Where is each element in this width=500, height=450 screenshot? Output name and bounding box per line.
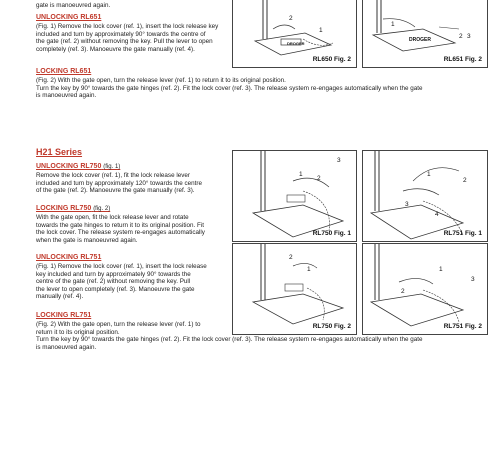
figure-caption: RL750 Fig. 2 — [312, 323, 351, 330]
locking-rl750-text: With the gate open, fit the lock release lever and rotate towards the gate hinges to return it to its original position. Fit the lock cover. The release system re-engages automatically when the gate is manoeuvred again. — [36, 214, 205, 244]
unlocking-rl751-text: (Fig. 1) Remove the lock cover (ref. 1), insert the lock release key included and turn by approximately 90° towards the centre of the gate (ref. 2) without removing the key. Pull the lever to open completely (ref. 3). Manoeuvre the gate manually (ref. 4). — [36, 263, 207, 301]
ref-3-label: 3 — [467, 33, 471, 40]
ref-2-label: 2 — [463, 177, 467, 184]
continuation-text: gate is manoeuvred again. — [36, 2, 111, 9]
ref-2-label: 2 — [401, 288, 405, 295]
figure-caption: RL750 Fig. 1 — [312, 230, 351, 237]
figure-rl650-fig2-top — [232, 0, 357, 68]
heading-unlocking-rl651: UNLOCKING RL651 — [36, 14, 102, 21]
gate-lock-illustration — [233, 244, 356, 334]
brand-logo: DROGER — [287, 41, 305, 46]
ref-4-label: 4 — [435, 211, 439, 218]
heading-locking-rl750: LOCKING RL750 (fig. 2) — [36, 205, 111, 212]
figure-rl751-fig2 — [362, 243, 488, 335]
ref-1-label: 1 — [319, 27, 323, 34]
figure-caption: RL751 Fig. 2 — [443, 323, 482, 330]
heading-unlocking-rl750: UNLOCKING RL750 (fig. 1) — [36, 163, 121, 170]
figure-caption: RL651 Fig. 2 — [443, 56, 482, 63]
figure-caption: RL751 Fig. 1 — [443, 230, 482, 237]
unlocking-rl750-text: Remove the lock cover (ref. 1), fit the lock release lever included and turn by approximately 120° towards the centre of the gate (ref. 2). Manoeuvre the gate manually (ref. 3). — [36, 172, 202, 195]
ref-1-label: 1 — [391, 21, 395, 28]
ref-1-label: 1 — [427, 171, 431, 178]
locking-rl651-text: (Fig. 2) With the gate open, turn the release lever (ref. 1) to return it to its original position. Turn the key by 90° towards the gate hinges (ref. 2). Fit the lock cover (ref. 3). The release system re-engages automatically when the gate is manoeuvred again. — [36, 77, 423, 100]
ref-1-label: 1 — [299, 171, 303, 178]
figure-caption: RL650 Fig. 2 — [312, 56, 351, 63]
heading-locking-rl751: LOCKING RL751 — [36, 312, 92, 319]
gate-lock-illustration — [233, 151, 356, 241]
gate-lock-illustration — [363, 151, 487, 241]
locking-rl751-text: (Fig. 2) With the gate open, turn the release lever (ref. 1) to return it to its original position. Turn the key by 90° towards the gate hinges (ref. 2). Fit the lock cover (ref. 3). The release system re-engages automatically when the gate is manoeuvred again. — [36, 321, 423, 351]
heading-unlocking-rl751: UNLOCKING RL751 — [36, 254, 102, 261]
brand-logo: DROGER — [409, 37, 431, 43]
series-title: H21 Series — [36, 147, 83, 157]
ref-2-label: 2 — [289, 254, 293, 261]
heading-locking-rl651: LOCKING RL651 — [36, 68, 92, 75]
ref-2-label: 2 — [317, 175, 321, 182]
figure-rl751-fig1 — [362, 150, 488, 242]
ref-3-label: 3 — [471, 276, 475, 283]
unlocking-rl651-text: (Fig. 1) Remove the lock cover (ref. 1), insert the lock release key included and turn by approximately 90° towards the centre of the gate (ref. 2) without removing the key. Pull the lever to open completely (ref. 3). Manoeuvre the gate manually (ref. 4). — [36, 23, 219, 53]
ref-1-label: 1 — [439, 266, 443, 273]
ref-1-label: 1 — [307, 266, 311, 273]
ref-2-label: 2 — [459, 33, 463, 40]
ref-3-label: 3 — [405, 201, 409, 208]
figure-rl750-fig1 — [232, 150, 357, 242]
ref-3-label: 3 — [337, 157, 341, 164]
gate-lock-illustration — [363, 244, 487, 334]
figure-rl750-fig2 — [232, 243, 357, 335]
figure-rl651-fig2-top — [362, 0, 488, 68]
ref-2-label: 2 — [289, 15, 293, 22]
